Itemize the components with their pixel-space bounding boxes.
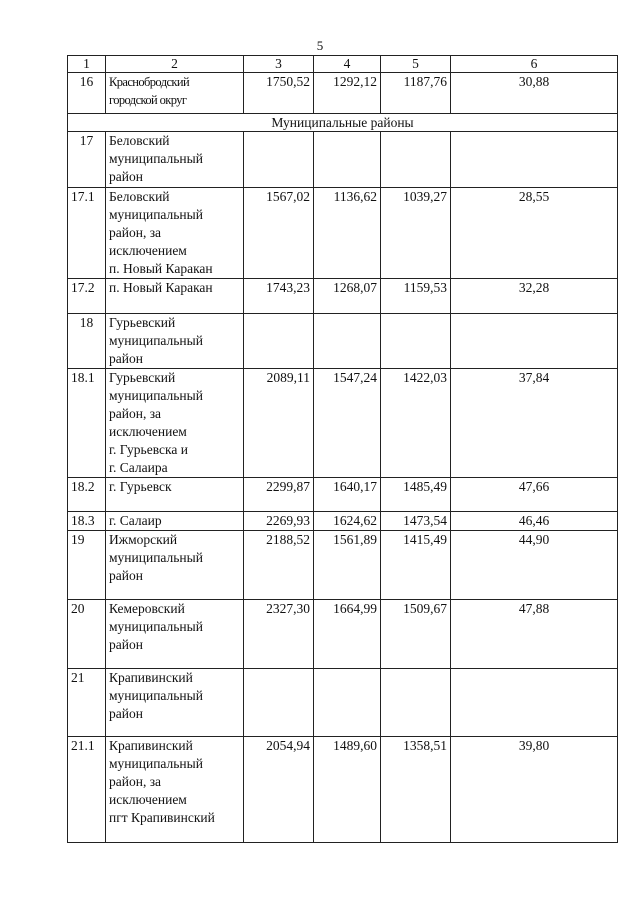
row-name-line: район, за: [109, 225, 162, 240]
row-name-line: район: [109, 706, 143, 721]
value-col3: 2089,11: [244, 369, 314, 478]
row-number: 21.1: [68, 737, 106, 843]
row-name-line: муниципальный: [109, 388, 203, 403]
row-name-line: п. Новый Каракан: [109, 280, 213, 295]
row-name-line: Беловский: [109, 189, 170, 204]
row-number: 18.3: [68, 512, 106, 531]
value-col6: 32,28: [451, 279, 618, 314]
row-number: 16: [68, 73, 106, 114]
table-row: [68, 73, 618, 114]
value-col3: 2188,52: [244, 531, 314, 600]
row-name-line: исключением: [109, 424, 187, 439]
row-name-line: муниципальный: [109, 333, 203, 348]
table-row: [68, 737, 618, 843]
empty-cell: [314, 132, 381, 188]
row-name: [106, 531, 244, 600]
value-col3: 1743,23: [244, 279, 314, 314]
value-col6: 37,84: [451, 369, 618, 478]
value-col4: 1268,07: [314, 279, 381, 314]
table-row: [68, 369, 618, 478]
value-col3: 1567,02: [244, 188, 314, 279]
empty-cell: [381, 132, 451, 188]
value-col3: 2299,87: [244, 478, 314, 512]
value-col6: 47,66: [451, 478, 618, 512]
row-name-line: Гурьевский: [109, 315, 176, 330]
value-col5: 1485,49: [381, 478, 451, 512]
row-number: 21: [68, 669, 106, 737]
page-number: 5: [316, 38, 324, 53]
row-name-line: п. Новый Каракан: [109, 261, 213, 276]
empty-cell: [244, 314, 314, 369]
table-row: [68, 600, 618, 669]
value-col6: 30,88: [451, 73, 618, 114]
empty-cell: [451, 132, 618, 188]
tariff-table: [67, 55, 618, 843]
row-name: [106, 669, 244, 737]
row-number: 19: [68, 531, 106, 600]
table-row: [68, 512, 618, 531]
row-name-line: исключением: [109, 792, 187, 807]
table-row: [68, 314, 618, 369]
row-name-line: муниципальный: [109, 619, 203, 634]
value-col6: 46,46: [451, 512, 618, 531]
header-cell: 3: [244, 56, 314, 73]
value-col3: 2054,94: [244, 737, 314, 843]
row-name: [106, 478, 244, 512]
value-col5: 1509,67: [381, 600, 451, 669]
row-name: [106, 132, 244, 188]
empty-cell: [314, 669, 381, 737]
value-col3: 2269,93: [244, 512, 314, 531]
row-number: 20: [68, 600, 106, 669]
value-col4: 1136,62: [314, 188, 381, 279]
row-name-line: район, за: [109, 774, 162, 789]
empty-cell: [244, 669, 314, 737]
row-name: [106, 314, 244, 369]
row-name: [106, 73, 244, 114]
empty-cell: [381, 669, 451, 737]
row-name: [106, 369, 244, 478]
empty-cell: [314, 314, 381, 369]
value-col6: 47,88: [451, 600, 618, 669]
section-row: [68, 114, 618, 132]
value-col4: 1292,12: [314, 73, 381, 114]
value-col4: 1561,89: [314, 531, 381, 600]
row-number: 18.1: [68, 369, 106, 478]
value-col5: 1473,54: [381, 512, 451, 531]
value-col5: 1187,76: [381, 73, 451, 114]
row-name-line: г. Гурьевск: [109, 479, 172, 494]
value-col4: 1547,24: [314, 369, 381, 478]
value-col5: 1358,51: [381, 737, 451, 843]
value-col4: 1640,17: [314, 478, 381, 512]
row-name-line: муниципальный: [109, 151, 203, 166]
row-name-line: г. Салаир: [109, 513, 162, 528]
row-name-line: муниципальный: [109, 207, 203, 222]
row-name-line: район: [109, 351, 143, 366]
value-col4: 1489,60: [314, 737, 381, 843]
row-name-line: Гурьевский: [109, 370, 176, 385]
row-name: [106, 279, 244, 314]
row-number: 18.2: [68, 478, 106, 512]
row-name: [106, 737, 244, 843]
value-col5: 1422,03: [381, 369, 451, 478]
row-number: 17.2: [68, 279, 106, 314]
empty-cell: [381, 314, 451, 369]
table-row: [68, 188, 618, 279]
row-name-line: г. Гурьевска и: [109, 442, 188, 457]
table-row: [68, 478, 618, 512]
header-cell: 2: [106, 56, 244, 73]
value-col3: 1750,52: [244, 73, 314, 114]
value-col4: 1664,99: [314, 600, 381, 669]
value-col5: 1415,49: [381, 531, 451, 600]
row-name-line: район: [109, 169, 143, 184]
table-row: [68, 279, 618, 314]
row-number: 17: [68, 132, 106, 188]
row-name-line: муниципальный: [109, 550, 203, 565]
row-name-line: пгт Крапивинский: [109, 810, 215, 825]
value-col4: 1624,62: [314, 512, 381, 531]
row-name: [106, 188, 244, 279]
header-cell: 1: [68, 56, 106, 73]
row-name-line: муниципальный: [109, 688, 203, 703]
empty-cell: [451, 314, 618, 369]
empty-cell: [451, 669, 618, 737]
row-name-line: Крапивинский: [109, 738, 193, 753]
row-name-line: г. Салаира: [109, 460, 168, 475]
value-col6: 39,80: [451, 737, 618, 843]
row-name-line: район: [109, 637, 143, 652]
value-col3: 2327,30: [244, 600, 314, 669]
row-name: [106, 600, 244, 669]
value-col5: 1039,27: [381, 188, 451, 279]
header-cell: 4: [314, 56, 381, 73]
row-name-line: Ижморский: [109, 532, 178, 547]
row-name-line: Кемеровский: [109, 601, 185, 616]
table-row: [68, 132, 618, 188]
row-name-line: Крапивинский: [109, 670, 193, 685]
table-row: [68, 669, 618, 737]
row-name-line: муниципальный: [109, 756, 203, 771]
row-name-line: район, за: [109, 406, 162, 421]
header-cell: 5: [381, 56, 451, 73]
section-title: Муниципальные районы: [68, 114, 618, 132]
row-name-line: район: [109, 568, 143, 583]
table-row: [68, 531, 618, 600]
row-name: [106, 512, 244, 531]
row-name-line: Краснобродский: [109, 75, 190, 89]
row-name-line: Беловский: [109, 133, 170, 148]
header-cell: 6: [451, 56, 618, 73]
value-col6: 28,55: [451, 188, 618, 279]
row-number: 18: [68, 314, 106, 369]
value-col6: 44,90: [451, 531, 618, 600]
row-name-line: исключением: [109, 243, 187, 258]
row-name-line: городской округ: [109, 93, 187, 107]
row-number: 17.1: [68, 188, 106, 279]
table-header-row: [68, 56, 618, 73]
empty-cell: [244, 132, 314, 188]
value-col5: 1159,53: [381, 279, 451, 314]
